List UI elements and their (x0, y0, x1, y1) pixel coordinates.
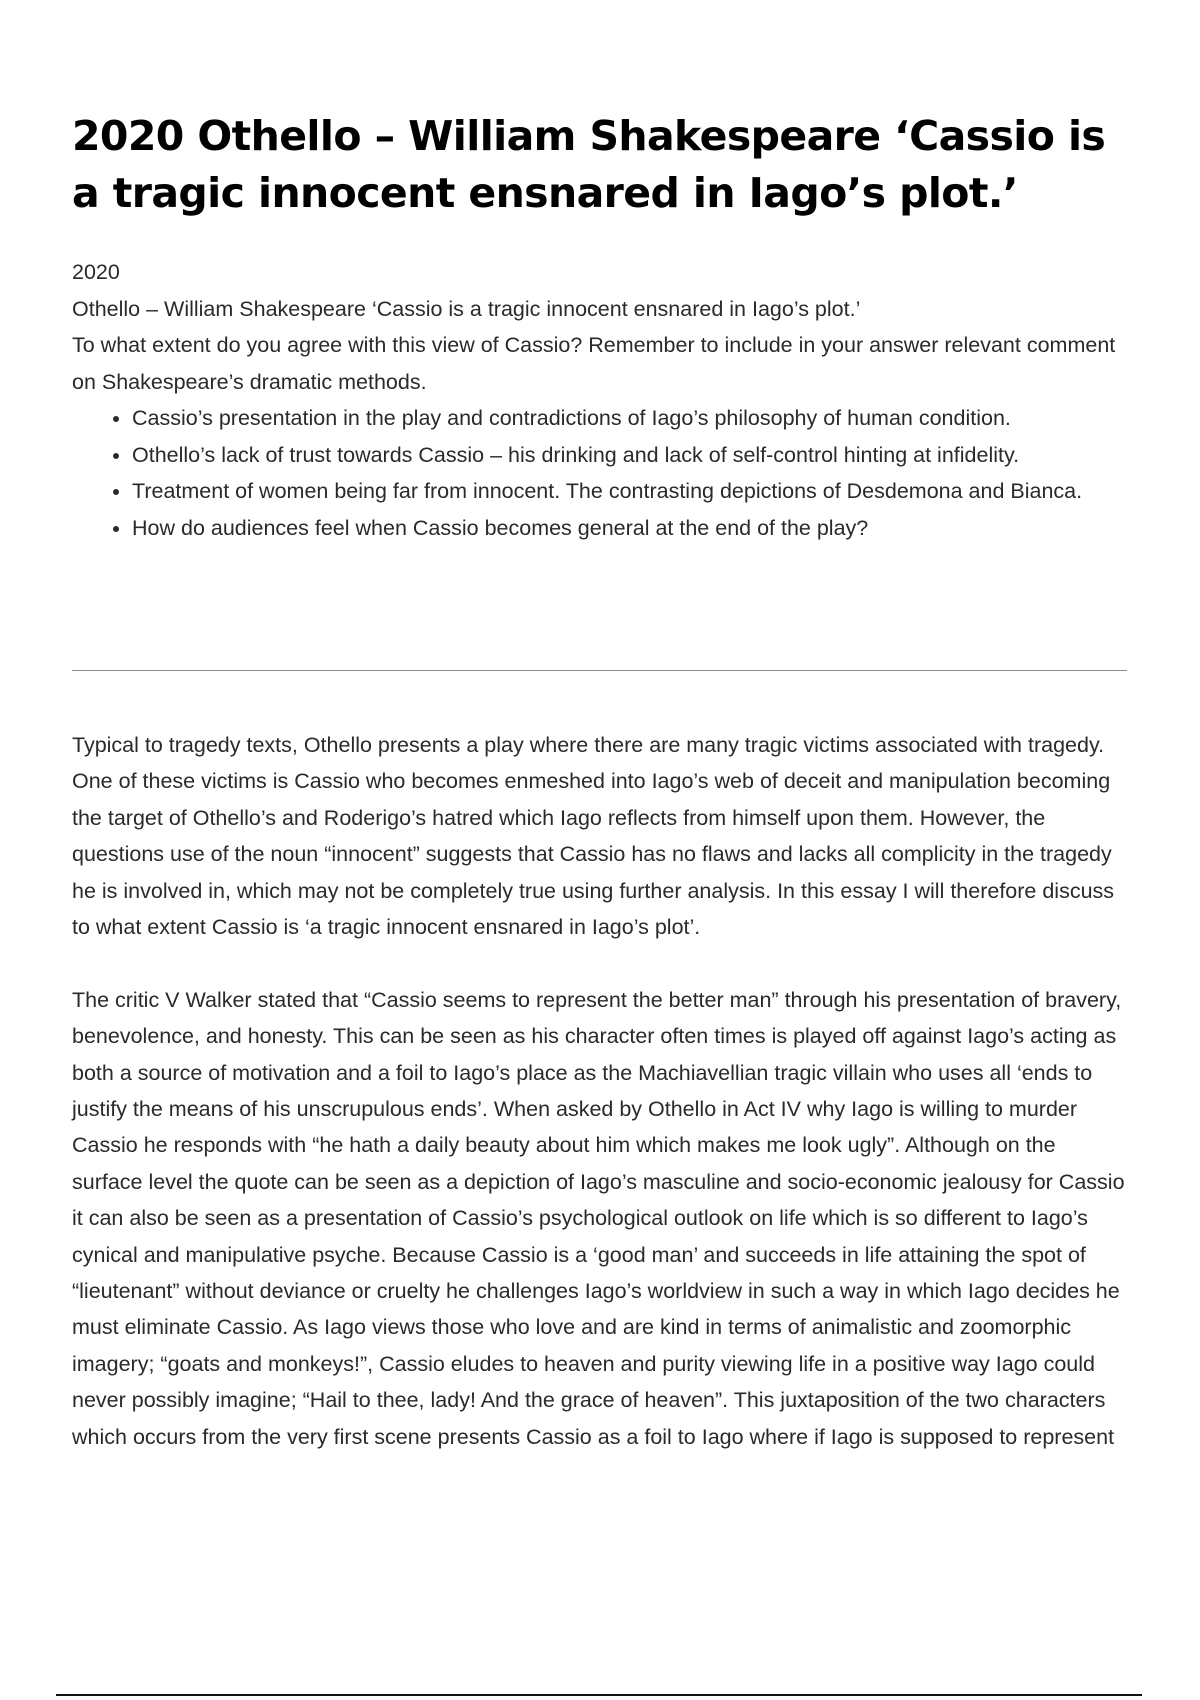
page-bottom-rule (56, 1694, 1142, 1696)
prompt-year: 2020 (72, 260, 120, 284)
prompt-bullet: • Cassio’s presentation in the play and contradictions of Iago’s philosophy of human condition. (132, 400, 1130, 437)
document-title: 2020 Othello – William Shakespeare ‘Cassio is a tragic innocent ensnared in Iago’s plot.’ (72, 112, 1106, 217)
essay-paragraph: Typical to tragedy texts, Othello presents a play where there are many tragic victims associated with tragedy. One of these victims is Cassio who becomes enmeshed into Iago’s web of deceit and manipulation becoming the target of Othello’s and Roderigo’s hatred which Iago reflects from himself upon them. However, the questions use of the noun “innocent” suggests that Cassio has no flaws and lacks all complicity in the tragedy he is involved in, which may not be completely true using further analysis. In this essay I will therefore discuss to what extent Cassio is ‘a tragic innocent ensnared in Iago’s plot’. (72, 733, 1115, 940)
essay-paragraph: The critic V Walker stated that “Cassio seems to represent the better man” through his presentation of bravery, benevolence, and honesty. This can be seen as his character often times is played off against Iago’s acting as both a source of motivation and a foil to Iago’s place as the Machiavellian tragic villain who uses all ‘ends to justify the means of his unscrupulous ends’. When asked by Othello in Act IV why Iago is willing to murder Cassio he responds with “he hath a daily beauty about him which makes me look ugly”. Although on the surface level the quote can be seen as a depiction of Iago’s masculine and socio-economic jealousy for Cassio it can also be seen as a presentation of Cassio’s psychological outlook on life which is so different to Iago’s cynical and manipulative psyche. Because Cassio is a ‘good man’ and succeeds in life attaining the spot of “lieutenant” without deviance or cruelty he challenges Iago’s worldview in such a way in which Iago decides he must eliminate Cassio. As Iago views those who love and are kind in terms of animalistic and zoomorphic imagery; “goats and monkeys!”, Cassio eludes to heaven and purity viewing life in a positive way Iago could never possibly imagine; “Hail to thee, lady! And the grace of heaven”. This juxtaposition of the two characters which occurs from the very first scene presents Cassio as a foil to Iago where if Iago is supposed to represent (72, 987, 1125, 1449)
prompt-bullet: • How do audiences feel when Cassio becomes general at the end of the play? (132, 510, 1130, 547)
prompt-question-title: Othello – William Shakespeare ‘Cassio is a tragic innocent ensnared in Iago’s plot.’ (72, 296, 861, 321)
section-divider (72, 670, 1127, 671)
prompt-bullet: • Treatment of women being far from innocent. The contrasting depictions of Desdemona and Bianca. (132, 473, 1130, 510)
prompt-bullet-list (72, 400, 1130, 546)
prompt-bullet: • Othello’s lack of trust towards Cassio – his drinking and lack of self-control hinting at infidelity. (132, 437, 1130, 474)
essay-prompt (72, 254, 1130, 546)
prompt-question-body: To what extent do you agree with this view of Cassio? Remember to include in your answer relevant comment on Shakespeare’s dramatic methods. (72, 333, 1116, 394)
essay-body (72, 727, 1130, 1455)
